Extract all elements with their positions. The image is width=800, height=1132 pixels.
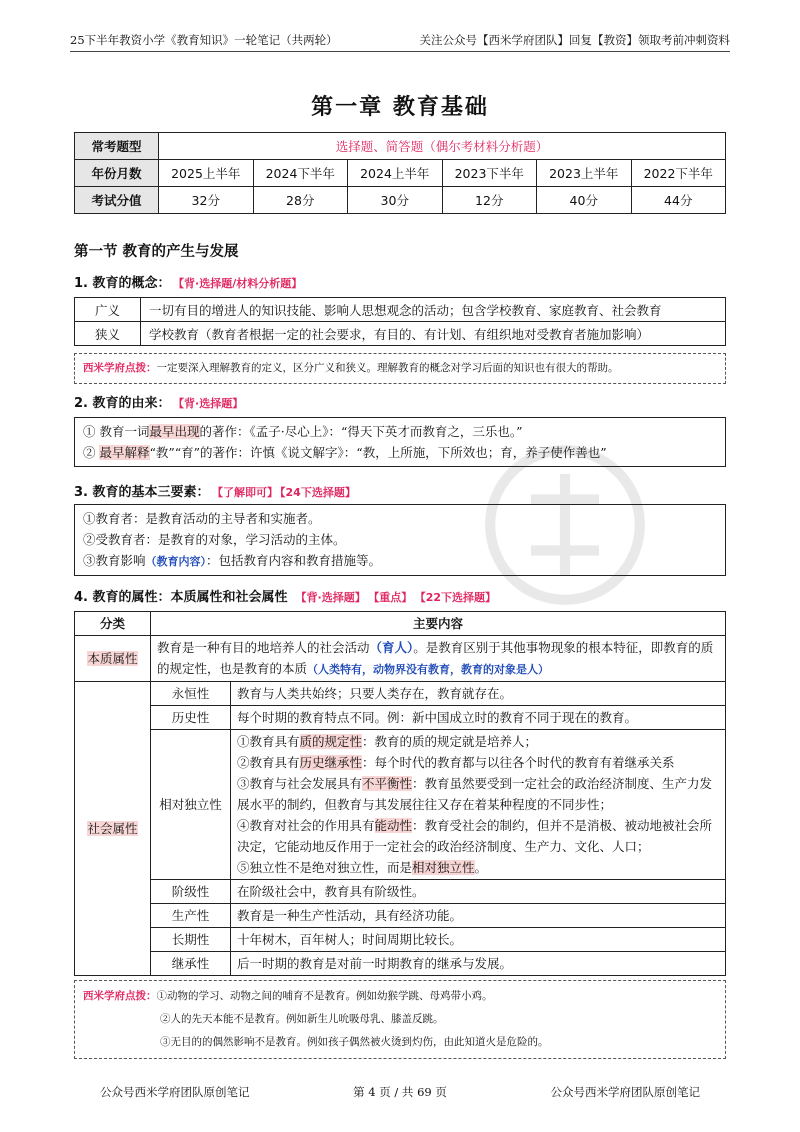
item3-title: 3. 教育的基本三要素： bbox=[74, 485, 210, 500]
exam-type-value: 选择题、简答题（偶尔考材料分析题） bbox=[159, 133, 726, 160]
year-cell: 2022下半年 bbox=[631, 160, 726, 187]
text: 教育是一种有目的地培养人的社会活动 bbox=[157, 640, 370, 655]
concept-table bbox=[74, 297, 726, 346]
item4-tag-3: 【22下选择题】 bbox=[420, 591, 497, 604]
table-row bbox=[75, 952, 726, 976]
score-cell: 40分 bbox=[537, 187, 632, 214]
tip-text: ①动物的学习、动物之间的哺育不是教育。例如幼猴学跳、母鸡带小鸡。 bbox=[156, 990, 493, 1002]
item4-tag-1: 【背·选择题】 bbox=[295, 591, 366, 604]
elements-box bbox=[74, 504, 726, 576]
text: ：包括教育内容和教育措施等。 bbox=[206, 553, 382, 568]
tip-box-concept bbox=[74, 353, 726, 384]
col-header-content: 主要内容 bbox=[151, 612, 726, 636]
header-left-text: 25下半年教资小学《教育知识》一轮笔记（共两轮） bbox=[70, 33, 338, 47]
text: ③教育与社会发展具有 bbox=[237, 776, 363, 791]
element-line bbox=[83, 550, 717, 572]
year-cell: 2023上半年 bbox=[537, 160, 632, 187]
text: ④教育对社会的作用具有 bbox=[237, 818, 375, 833]
item4-heading bbox=[74, 586, 496, 605]
score-cell: 28分 bbox=[253, 187, 348, 214]
tip-line: ②人的先天本能不是教育。例如新生儿吮吸母乳、膝盖反跳。 bbox=[160, 1013, 444, 1025]
item4-title: 4. 教育的属性：本质属性和社会属性 bbox=[74, 590, 288, 605]
attr-name: 继承性 bbox=[151, 952, 231, 976]
item1-heading bbox=[74, 272, 302, 291]
text: ② bbox=[83, 445, 100, 460]
item2-heading bbox=[74, 392, 243, 411]
tip-line: ③无目的的偶然影响不是教育。例如孩子偶然被火烫到灼伤，由此知道火是危险的。 bbox=[160, 1036, 549, 1048]
origin-line-2 bbox=[83, 442, 717, 463]
text: “教”“育”的著作：许慎《说文解字》：“教，上所施，下所效也；育，养子使作善也” bbox=[149, 445, 607, 460]
attr-text: 教育与人类共始终；只要人类存在，教育就存在。 bbox=[231, 682, 726, 706]
text: ：每个时代的教育都与以往各个时代的教育有着继承关系 bbox=[362, 755, 675, 770]
item2-title: 2. 教育的由来： bbox=[74, 396, 171, 411]
chapter-title: 第一章 教育基础 bbox=[311, 94, 489, 120]
item4-tag-2: 【重点】 bbox=[373, 591, 413, 604]
item2-tag: 【背·选择题】 bbox=[178, 397, 244, 410]
score-cell: 12分 bbox=[442, 187, 537, 214]
text: ① 教育一词 bbox=[83, 424, 150, 439]
item3-heading bbox=[74, 481, 356, 500]
page-number: 第 4 页 / 共 69 页 bbox=[353, 1085, 447, 1099]
relative-line bbox=[237, 857, 719, 878]
year-cell: 2024下半年 bbox=[253, 160, 348, 187]
attr-name: 长期性 bbox=[151, 928, 231, 952]
table-row bbox=[75, 682, 726, 706]
relative-line bbox=[237, 731, 719, 752]
highlight: 最早解释 bbox=[99, 445, 150, 460]
element-line: ②受教育者：是教育的对象，学习活动的主体。 bbox=[83, 532, 346, 547]
table-row bbox=[75, 904, 726, 928]
year-cell: 2024上半年 bbox=[348, 160, 443, 187]
tip-text: 一定要深入理解教育的定义，区分广义和狭义。理解教育的概念对学习后面的知识也有很大的帮助。 bbox=[156, 362, 619, 374]
footer-right-text: 公众号西米学府团队原创笔记 bbox=[550, 1085, 700, 1099]
exam-info-table bbox=[74, 132, 726, 214]
attributes-table bbox=[74, 611, 726, 976]
year-label: 年份月数 bbox=[75, 160, 159, 187]
page-header bbox=[70, 30, 730, 52]
year-cell: 2023下半年 bbox=[442, 160, 537, 187]
text: ③教育影响 bbox=[83, 553, 146, 568]
text: ①教育具有 bbox=[237, 734, 300, 749]
attr-name: 历史性 bbox=[151, 706, 231, 730]
blue-note: （教育内容） bbox=[145, 555, 207, 568]
header-right-text: 关注公众号【西米学府团队】回复【教资】领取考前冲刺资料 bbox=[419, 33, 730, 47]
page-footer bbox=[100, 1084, 700, 1100]
text: 。 bbox=[474, 860, 488, 875]
attr-text: 在阶级社会中，教育具有阶级性。 bbox=[231, 880, 726, 904]
item1-tag: 【背·选择题/材料分析题】 bbox=[178, 277, 303, 290]
attr-text: 每个时期的教育特点不同。例：新中国成立时的教育不同于现在的教育。 bbox=[231, 706, 726, 730]
highlight: 不平衡性 bbox=[362, 776, 413, 791]
attr-text: 十年树木，百年树人；时间周期比较长。 bbox=[231, 928, 726, 952]
element-line: ①教育者：是教育活动的主导者和实施者。 bbox=[83, 511, 321, 526]
text: ⑤独立性不是绝对独立性，而是 bbox=[237, 860, 413, 875]
highlight: （育人） bbox=[369, 640, 414, 655]
year-cell: 2025上半年 bbox=[159, 160, 254, 187]
relative-independence-content bbox=[231, 730, 726, 880]
blue-note: （人类特有，动物界没有教育，教育的对象是人） bbox=[307, 663, 550, 676]
relative-line bbox=[237, 752, 719, 773]
tip-line bbox=[83, 985, 717, 1008]
highlight: 最早出现 bbox=[149, 424, 200, 439]
table-row bbox=[75, 880, 726, 904]
score-cell: 44分 bbox=[631, 187, 726, 214]
highlight: 质的规定性 bbox=[299, 734, 363, 749]
table-row bbox=[75, 322, 726, 346]
tip-box-attributes bbox=[74, 980, 726, 1059]
footer-left-text: 公众号西米学府团队原创笔记 bbox=[100, 1085, 250, 1099]
attr-text: 后一时期的教育是对前一时期教育的继承与发展。 bbox=[231, 952, 726, 976]
table-row bbox=[75, 928, 726, 952]
section-title: 第一节 教育的产生与发展 bbox=[74, 243, 239, 260]
social-label: 社会属性 bbox=[87, 821, 138, 836]
concept-key: 狭义 bbox=[75, 322, 141, 346]
concept-value: 学校教育（教育者根据一定的社会要求，有目的、有计划、有组织地对受教育者施加影响） bbox=[141, 322, 726, 346]
score-cell: 30分 bbox=[348, 187, 443, 214]
origin-box bbox=[74, 417, 726, 467]
text: ②教育具有 bbox=[237, 755, 300, 770]
text: ：教育的质的规定就是培养人； bbox=[362, 734, 538, 749]
item3-tag-1: 【了解即可】 bbox=[217, 486, 279, 499]
exam-type-label: 常考题型 bbox=[75, 133, 159, 160]
attr-text: 教育是一种生产性活动，具有经济功能。 bbox=[231, 904, 726, 928]
concept-value: 一切有目的增进人的知识技能、影响人思想观念的活动；包含学校教育、家庭教育、社会教育 bbox=[141, 298, 726, 322]
relative-line bbox=[237, 773, 719, 815]
social-label-cell bbox=[75, 682, 151, 976]
text: ：教育虽然要受到一定社会的政治经济制度、生产力发展水平的制约，但教育与其发展往往又存在着某种程度的不同步性； bbox=[237, 776, 713, 812]
item1-title: 1. 教育的概念： bbox=[74, 276, 171, 291]
table-row bbox=[75, 706, 726, 730]
text: 的著作：《孟子·尽心上》：“得天下英才而教育之，三乐也。” bbox=[199, 424, 523, 439]
origin-line-1 bbox=[83, 421, 717, 442]
highlight: 历史继承性 bbox=[299, 755, 363, 770]
concept-key: 广义 bbox=[75, 298, 141, 322]
table-row bbox=[75, 636, 726, 682]
highlight: 能动性 bbox=[374, 818, 413, 833]
score-cell: 32分 bbox=[159, 187, 254, 214]
highlight: 相对独立性 bbox=[412, 860, 475, 875]
essence-label: 本质属性 bbox=[87, 651, 138, 666]
text: ：教育受社会的制约，但并不是消极、被动地被社会所决定，它能动地反作用于一定社会的政治经济制度、生产力、文化、人口； bbox=[237, 818, 713, 854]
attr-name: 永恒性 bbox=[151, 682, 231, 706]
tip-label: 西米学府点拨： bbox=[83, 990, 157, 1002]
text: 。是教育区别于其他事物现象的根本特征，即教育的质的规定性，也是教育的本质 bbox=[157, 640, 714, 676]
essence-label-cell bbox=[75, 636, 151, 682]
essence-content bbox=[151, 636, 726, 682]
tip-label: 西米学府点拨： bbox=[83, 362, 157, 374]
attr-name: 相对独立性 bbox=[151, 730, 231, 880]
attr-name: 生产性 bbox=[151, 904, 231, 928]
attr-name: 阶级性 bbox=[151, 880, 231, 904]
table-row bbox=[75, 730, 726, 880]
col-header-category: 分类 bbox=[75, 612, 151, 636]
score-label: 考试分值 bbox=[75, 187, 159, 214]
relative-line bbox=[237, 815, 719, 857]
table-row bbox=[75, 298, 726, 322]
item3-tag-2: 【24下选择题】 bbox=[280, 486, 356, 499]
